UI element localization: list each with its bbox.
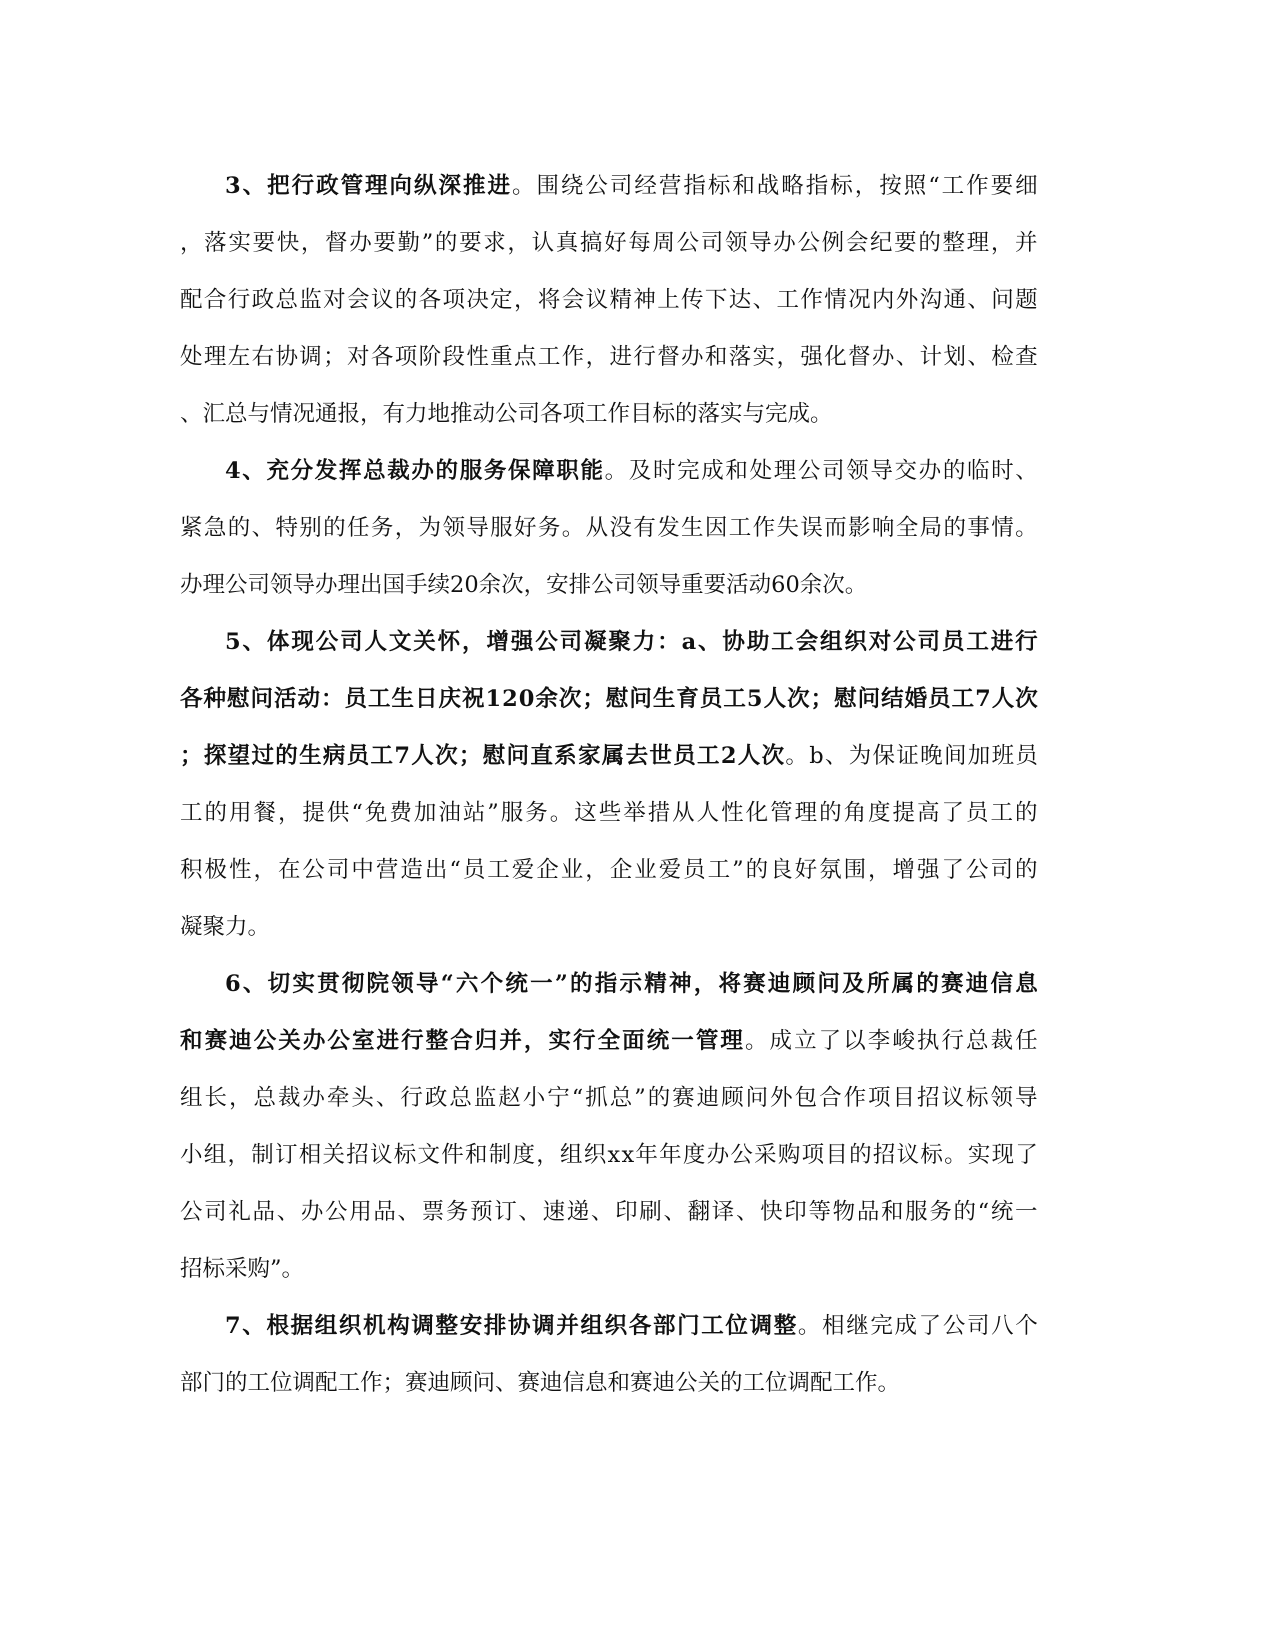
text-line: 3 、 把 行 政 管 理 向 纵 深 推 进 。 围 绕 公 司 经 营 指 标 和 战 略 指 标 ， 按 照 “ 工 作 要 细 [225, 173, 1038, 199]
text-line: 处 理 左 右 协 调 ； 对 各 项 阶 段 性 重 点 工 作 ， 进 行 督 办 和 落 实 ， 强 化 督 办 、 计 划 、 检 查 [180, 344, 1038, 370]
body-text: 部门的工位调配工作；赛迪顾问、赛迪信息和赛迪公关的工位调配工作。 [180, 1370, 901, 1396]
paragraph-p7 [180, 1298, 1038, 1412]
text-line [180, 1355, 1038, 1412]
text-line: 各 种 慰 问 活 动 ： 员 工 生 日 庆 祝 1 2 0 余 次 ； 慰 问 生 育 员 工 5 人 次 ； 慰 问 结 婚 员 工 7 人 次 [180, 686, 1038, 712]
document-page [180, 158, 1038, 1412]
text-line: 6 、 切 实 贯 彻 院 领 导 “ 六 个 统 一 ” 的 指 示 精 神 ， 将 赛 迪 顾 问 及 所 属 的 赛 迪 信 息 [225, 971, 1038, 997]
text-line: ； 探 望 过 的 生 病 员 工 7 人 次 ； 慰 问 直 系 家 属 去 世 员 工 2 人 次 。 b 、 为 保 证 晚 间 加 班 员 [180, 743, 1038, 769]
text-line: 5 、 体 现 公 司 人 文 关 怀 ， 增 强 公 司 凝 聚 力 ： a 、 协 助 工 会 组 织 对 公 司 员 工 进 行 [225, 629, 1038, 655]
body-text: 凝聚力。 [180, 914, 271, 940]
text-line: 小 组 ， 制 订 相 关 招 议 标 文 件 和 制 度 ， 组 织 x x 年 年 度 办 公 采 购 项 目 的 招 议 标 。 实 现 了 [180, 1142, 1038, 1168]
paragraph-p5 [180, 614, 1038, 956]
paragraph-p3 [180, 158, 1038, 443]
paragraph-p4 [180, 443, 1038, 614]
paragraph-p6 [180, 956, 1038, 1298]
text-line: 公 司 礼 品 、 办 公 用 品 、 票 务 预 订 、 速 递 、 印 刷 、 翻 译 、 快 印 等 物 品 和 服 务 的 “ 统 一 [180, 1199, 1038, 1225]
text-line: 工 的 用 餐 ， 提 供 “ 免 费 加 油 站 ” 服 务 。 这 些 举 措 从 人 性 化 管 理 的 角 度 提 高 了 员 工 的 [180, 800, 1038, 826]
text-line: ， 落 实 要 快 ， 督 办 要 勤 ” 的 要 求 ， 认 真 搞 好 每 周 公 司 领 导 办 公 例 会 纪 要 的 整 理 ， 并 [180, 230, 1038, 256]
text-line: 配 合 行 政 总 监 对 会 议 的 各 项 决 定 ， 将 会 议 精 神 上 传 下 达 、 工 作 情 况 内 外 沟 通 、 问 题 [180, 287, 1038, 313]
text-line [180, 386, 1038, 443]
body-text: 、汇总与情况通报，有力地推动公司各项工作目标的落实与完成。 [180, 401, 833, 427]
body-text: 办理公司领导办理出国手续20余次，安排公司领导重要活动60余次。 [180, 572, 868, 598]
text-line [180, 899, 1038, 956]
text-line: 紧 急 的 、 特 别 的 任 务 ， 为 领 导 服 好 务 。 从 没 有 发 生 因 工 作 失 误 而 影 响 全 局 的 事 情 。 [180, 515, 1038, 541]
text-line [180, 557, 1038, 614]
body-text: 招标采购”。 [180, 1256, 305, 1282]
text-line [180, 1241, 1038, 1298]
text-line: 和 赛 迪 公 关 办 公 室 进 行 整 合 归 并 ， 实 行 全 面 统 一 管 理 。 成 立 了 以 李 峻 执 行 总 裁 任 [180, 1028, 1038, 1054]
text-line: 积 极 性 ， 在 公 司 中 营 造 出 “ 员 工 爱 企 业 ， 企 业 爱 员 工 ” 的 良 好 氛 围 ， 增 强 了 公 司 的 [180, 857, 1038, 883]
text-line: 组 长 ， 总 裁 办 牵 头 、 行 政 总 监 赵 小 宁 “ 抓 总 ” 的 赛 迪 顾 问 外 包 合 作 项 目 招 议 标 领 导 [180, 1085, 1038, 1111]
text-line: 7 、 根 据 组 织 机 构 调 整 安 排 协 调 并 组 织 各 部 门 工 位 调 整 。 相 继 完 成 了 公 司 八 个 [225, 1313, 1038, 1339]
text-line: 4 、 充 分 发 挥 总 裁 办 的 服 务 保 障 职 能 。 及 时 完 成 和 处 理 公 司 领 导 交 办 的 临 时 、 [225, 458, 1038, 484]
